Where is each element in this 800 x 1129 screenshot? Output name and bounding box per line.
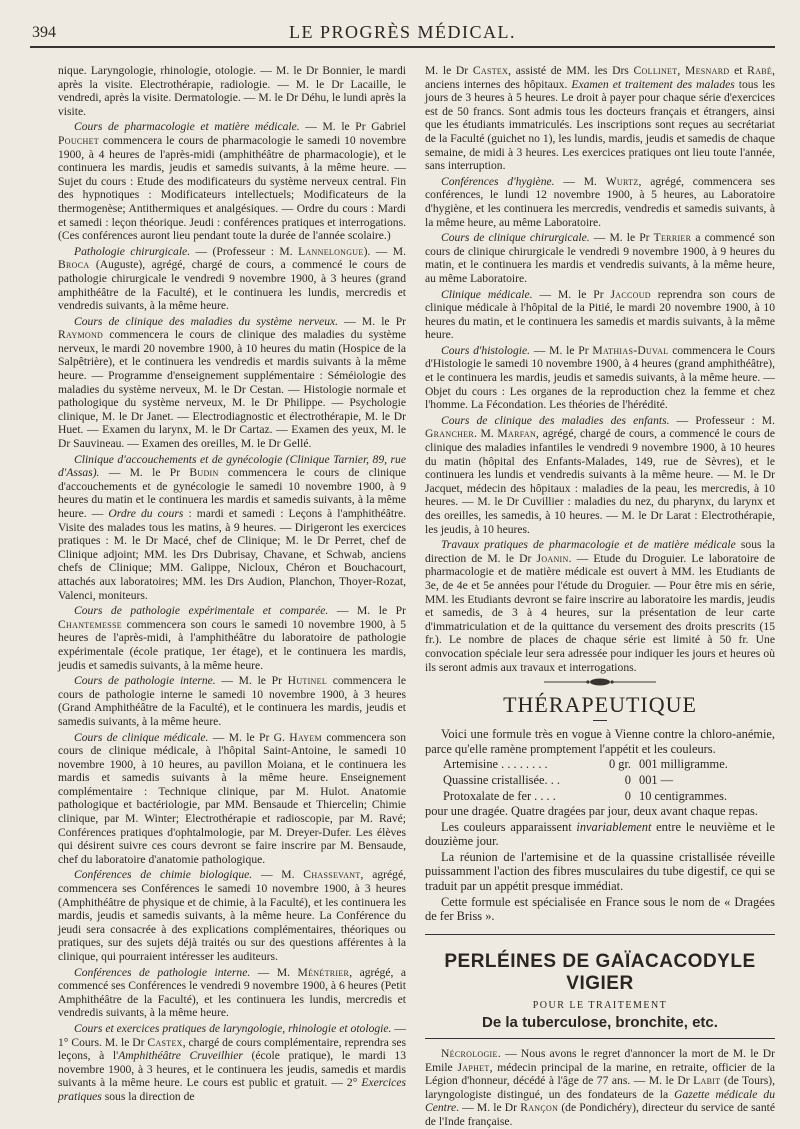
- divider: [593, 720, 607, 721]
- notice-pathologie-chirurgicale: Pathologie chirurgicale. — (Professeur : M. Lannelongue). — M. Broca (Auguste), agrégé, chargé de cours, a commencé le cours de pathologie chirurgicale le vendredi 9 novembre 1900, à 3 heures (grand amphithéâtre de la Faculté), et le continuera les lundis, mercredis et vendredis suivants, à la même heure.: [58, 244, 406, 313]
- section-title: Cours de pathologie expérimentale et comparée.: [74, 604, 329, 618]
- person-name: Marfan: [497, 427, 537, 441]
- person-name: Jaccoud: [610, 287, 651, 301]
- ornament-divider-icon: [425, 677, 775, 687]
- person-name: Terrier: [653, 231, 692, 245]
- notice-maladies-enfants: Cours de clinique des maladies des enfants. — Professeur : M. Grancher. M. Marfan, agrégé, chargé de cours, a commencé le cours de clinique des maladies infantiles le vendredi 9 novembre 1900, à 10 heures du matin (hôpital des Enfants-Malades, 149, rue de Sèvres), et le continuera les lundis et vendredis suivants à la même heure. — M. le Dr Jacquet, médecin des hôpitaux : maladies de la peau, les mercredis, à 10 heures. — M. le Dr Cuvillier : maladies du nez, du pharynx, du larynx et des oreilles, les samedis, à 10 heures. — M. le Dr Larat : Electrothérapie, les jeudis, à 10 heures.: [425, 413, 775, 536]
- divider: [425, 934, 775, 935]
- notice-clinique-medicale-pitie: Clinique médicale. — M. le Pr Jaccoud reprendra son cours de clinique médicale à l'hôpital de la Pitié, le mardi 20 novembre 1900, à 10 heures du matin, et le continuera les samedis et mardis suivants, à la même heure.: [425, 287, 776, 342]
- notice-histologie: Cours d'histologie. — M. le Pr Mathias-Duval commencera le Cours d'Histologie le samedi 10 novembre 1900, à 4 heures (grand amphithéâtre), et le continuera les mardis, jeudis et samedis suivants, à la même heure. — Objet du cours : Les organes de la reproduction chez la femme et chez l'homme. La Fécondation. Les théories de l'hérédité.: [425, 343, 776, 412]
- therapy-dosage: pour une dragée. Quatre dragées par jour, deux avant chaque repas.: [425, 804, 758, 819]
- notice-pathologie-experimentale: Cours de pathologie expérimentale et comparée. — M. le Pr Chantemesse commencera son cours le samedi 10 novembre 1900, à 5 heures de l'après-midi, à l'amphithéâtre du laboratoire de pathologie expérimentale (école pratique, 1er étage), et le continuera les mardis, jeudis et samedis suivants, à la même heure.: [58, 604, 406, 672]
- recipe-line: Protoxalate de fer . . . . 0 10 centigrammes.: [443, 788, 728, 803]
- ad-disease: De la tuberculose, bronchite, etc.: [482, 1014, 718, 1032]
- person-name: Collinet: [633, 64, 678, 77]
- notice-clinique-medicale: Cours de clinique médicale. — M. le Pr G. Hayem commencera son cours de clinique médicale, à l'hôpital Saint-Antoine, le samedi 10 novembre 1900, à 10 heures, au pavillon Moiana, et le continuera les mardis et samedis suivants à la même heure. Enseignement complémentaire : Technique clinique, par M. Hulot. Anatomie pathologique et bactériologie, par MM. Bensaude et Thiercelin; Chimie clinique, par M. Winter; Electrothérapie et radioscopie, par M. Ravé; Conférences pratiques d'ophtalmologie, par M. Dreyer-Dufer. Les élèves qui désirent suivre ces cours devront se faire inscrire par M. Bensaude, chef du laboratoire d'anatomie pathologique.: [58, 730, 407, 866]
- notice-chimie-biologique: Conférences de chimie biologique. — M. Chassevant, agrégé, commencera ses Conférences le samedi 10 novembre 1900, à 3 heures (Amphithéâtre de physique et de chimie, à la Faculté), et les continuera les mardis, jeudis et samedis suivants, à la même heure. La Conférence du jeudi sera consacrée à des explications complémentaires, théoriques ou pratiques, sur des sujets déjà traités ou sur des questions afférentes à la clinique, qui pourraient intéresser les auditeurs.: [58, 868, 407, 963]
- person-name: Raymond: [58, 328, 104, 342]
- person-name: Hutinel: [287, 674, 328, 688]
- person-name: Broca: [58, 258, 90, 272]
- section-title: Cours de pathologie interne.: [74, 674, 216, 688]
- page-header: [30, 20, 775, 48]
- right-column: [425, 64, 775, 1129]
- person-name: Rançon: [520, 1101, 559, 1115]
- person-name: Chantemesse: [58, 617, 122, 631]
- paragraph-otology: nique. Laryngologie, rhinologie, otologie. — M. le Dr Bonnier, le mardi après la visite. Electrothérapie, radiologie. — M. le Dr Lacaille, le vendredi, après la visite. Dermatologie. — M. le Dr Déhu, le lundi après la visite.: [58, 64, 406, 118]
- section-title: Cours de clinique médicale.: [74, 730, 209, 744]
- person-name: Rabé: [747, 64, 773, 77]
- section-title: Conférences d'hygiène.: [441, 174, 555, 188]
- notice-travaux-pratiques: Travaux pratiques de pharmacologie et de matière médicale sous la direction de M. le Dr Joanin. — Etude du Droguier. Le laboratoire de pharmacologie et de matière médicale est ouvert à MM. les Etudiants de 3e, de 4e et 5e années pour l'étude du Droguier. — Pour être mis en série, MM. les Etudiants devront se faire inscrire au laboratoire les mardis, jeudis et samedis, de 3 à 4 heures, sur la présentation de leur carte d'immatriculation et de la quittance du versement des droits prescrits (15 fr.). Le nombre de places de chaque série est limité à 50 fr. Une convocation spéciale leur sera adressée pour indiquer les jours et heures où ils seront admis aux travaux et interrogations.: [425, 538, 776, 674]
- page-number: 394: [32, 24, 56, 41]
- person-name: Castex: [147, 1035, 183, 1049]
- ad-subtitle: POUR LE TRAITEMENT: [532, 999, 668, 1011]
- section-title: Clinique d'accouchements et de gynécologie (Clinique Tarnier, 89, rue d'Assas).: [58, 452, 406, 480]
- section-title: Cours et exercices pratiques de laryngologie, rhinologie et otologie.: [74, 1021, 392, 1035]
- person-name: Lannelongue: [298, 244, 364, 258]
- section-title: Conférences de chimie biologique.: [74, 868, 253, 882]
- person-name: Ménétrier: [297, 965, 350, 979]
- person-name: Grancher: [425, 427, 474, 441]
- section-title: Cours d'histologie.: [441, 343, 531, 357]
- necrology-label: Nécrologie.: [441, 1047, 501, 1061]
- person-name: Mathias-Duval: [592, 343, 669, 357]
- notice-hygiene: Conférences d'hygiène. — M. Wurtz, agrégé, commencera ses conférences, le lundi 12 novembre 1900, à 5 heures, au Laboratoire d'hygiène, et les continuera les mercredis, vendredis et samedis suivants, à la même heure, au même Laboratoire.: [425, 174, 775, 229]
- recipe-line: Quassine cristallisée. . . 0 001 —: [443, 772, 674, 787]
- necrology-notice: Nécrologie. — Nous avons le regret d'annoncer la mort de M. le Dr Emile Japhet, médecin principal de la marine, en retraite, officier de la Légion d'honneur, décédé à l'âge de 77 ans. — M. le Dr Labit (de Tours), laryngologiste distingué, un des fondateurs de la Gazette médicale du Centre. — M. le Dr Rançon (de Pondichéry), directeur du service de santé de l'Inde française.: [425, 1047, 775, 1128]
- notice-laryngologie-continued: M. le Dr Castex, assisté de MM. les Drs Collinet, Mesnard et Rabé, anciens internes des hôpitaux. Examen et traitement des malades tous les jours de 3 heures à 5 heures. Le droit à payer pour chaque série d'exercices est de 50 francs. Sont admis tous les docteurs français et étrangers, ainsi que les étudiants immatriculés. Les inscriptions sont reçues au secrétariat de la Faculté (guichet no 1), les lundis, mardis, jeudis et samedis de chaque semaine, de midi à 3 heures. Les exercices pratiques ont lieu toute l'année, sans interruption.: [425, 64, 775, 173]
- section-title: Cours de clinique chirurgicale.: [441, 231, 590, 245]
- divider: [425, 1038, 775, 1039]
- section-title: Pathologie chirurgicale.: [74, 244, 191, 258]
- notice-conferences-pathologie: Conférences de pathologie interne. — M. Ménétrier, agrégé, a commencé ses Conférences le vendredi 9 novembre 1900, à 6 heures (Petit Amphithéâtre de la Faculté), et les continuera les lundis, mercredis et vendredis suivants, à la même heure.: [58, 965, 406, 1020]
- recipe-list: [425, 757, 775, 803]
- ad-title: PERLÉINES DE GAÏACACODYLE VIGIER: [444, 950, 756, 994]
- notice-clinique-chirurgicale: Cours de clinique chirurgicale. — M. le Pr Terrier a commencé son cours de clinique chirurgicale le vendredi 9 novembre 1900, à 9 heures du matin, et le continuera les mardis et vendredis suivants, à la même heure, au même Laboratoire.: [425, 231, 775, 285]
- section-title: Cours de clinique des maladies des enfants.: [441, 413, 670, 427]
- therapy-paragraph: Cette formule est spécialisée en France sous le nom de « Dragées de fer Briss ».: [425, 894, 775, 924]
- person-name: Wurtz: [605, 174, 639, 188]
- therapy-paragraph: Les couleurs apparaissent invariablement entre le neuvième et le douzième jour.: [425, 819, 775, 849]
- section-title: Conférences de pathologie interne.: [74, 965, 251, 979]
- notice-systeme-nerveux: Cours de clinique des maladies du système nerveux. — M. le Pr Raymond commencera le cours de clinique des maladies du système nerveux, le mardi 20 novembre 1900, à 10 heures du matin (Hospice de la Salpêtrière), et le continuera les vendredis et mardis suivants à la même heure. — Programme d'enseignement supplémentaire : Séméiologie des maladies du système nerveux, M. le Dr Cestan. — Histologie normale et pathologique du système nerveux, M. le Dr Philippe. — Psychologie clinique, M. le Dr Janet. — Electrodiagnostic et électrothérapie, M. le Dr Huet. — Examen du larynx, M. le Dr Cartaz. — Examen des yeux, M. le Dr Sauvineau. — Examen des oreilles, M. le Dr Gellé.: [58, 314, 407, 451]
- advertisement: [425, 951, 775, 1030]
- section-title: Clinique médicale.: [441, 287, 533, 301]
- therapy-paragraph: La réunion de l'artemisine et de la quassine cristallisée réveille puissamment l'action des fibres musculaires du tube digestif, ce qui se traduit par un appétit presque immédiat.: [425, 849, 775, 894]
- recipe-line: Artemisine . . . . . . . . 0 gr. 001 milligramme.: [443, 757, 728, 772]
- notice-laryngologie: Cours et exercices pratiques de laryngologie, rhinologie et otologie. — 1° Cours. M. le Dr Castex, chargé de cours complémentaire, reprendra ses leçons, à l'Amphithéâtre Cruveilhier (école pratique), le mardi 13 novembre 1900, à 3 heures, et le continuera les jeudis, samedis et mardis suivants à la même heure. Le cours est public et gratuit. — 2° Exercices pratiques sous la direction de: [58, 1021, 407, 1103]
- section-title: Travaux pratiques de pharmacologie et de matière médicale: [441, 538, 736, 552]
- person-name: Castex: [472, 64, 509, 77]
- person-name: Budin: [189, 466, 219, 480]
- therapy-heading: THÉRAPEUTIQUE: [503, 692, 697, 718]
- section-title: Cours de clinique des maladies du système nerveux.: [74, 314, 339, 328]
- left-column: [58, 64, 406, 1104]
- person-name: Labit: [693, 1074, 721, 1088]
- person-name: Japhet: [457, 1060, 490, 1074]
- person-name: Hayem: [289, 730, 322, 744]
- person-name: Joanin: [536, 551, 569, 565]
- running-title: LE PROGRÈS MÉDICAL.: [288, 22, 516, 42]
- notice-pathologie-interne: Cours de pathologie interne. — M. le Pr Hutinel commencera le cours de pathologie interne le samedi 10 novembre 1900, à 3 heures (Grand Amphithéâtre de la Faculté), et le continuera les mardis, jeudis et samedis suivants, à la même heure.: [58, 674, 406, 728]
- person-name: Mesnard: [685, 64, 730, 77]
- section-title: Cours de pharmacologie et matière médicale.: [74, 120, 300, 134]
- notice-pharmacologie: Cours de pharmacologie et matière médicale. — M. le Pr Gabriel Pouchet commencera le cours de pharmacologie le samedi 10 novembre 1900, à 4 heures de l'après-midi (amphithéâtre de pharmacologie), et le continuera les mardis, jeudis et samedis suivants, à la même heure. — Sujet du cours : Etude des modificateurs du système nerveux central. Fin des hypnotiques : Modificateurs intellectuels; Modificateurs de la thermogenèse; Antithermiques et analgésiques. — Ordre du cours : Mardi et samedi : leçon théorique. Jeudi : conférences pratiques et interrogations. (Ces conférences auront lieu pendant toute la durée de l'année scolaire.): [58, 120, 406, 243]
- person-name: Pouchet: [58, 133, 99, 147]
- person-name: Chassevant: [303, 868, 361, 882]
- notice-accouchements: Clinique d'accouchements et de gynécologie (Clinique Tarnier, 89, rue d'Assas). — M. le Pr Budin commencera le cours de clinique d'accouchements et de gynécologie le samedi 10 novembre 1900, à 9 heures du matin et le continuera les mardis et samedis suivants, à la même heure. — Ordre du cours : mardi et samedi : Leçons à l'amphithéâtre. Visite des malades tous les matins, à 9 heures. — Dirigeront les exercices pratiques : M. le Dr Macé, chef de Clinique; M. le Dr Perret, chef de Clinique adjoint; MM. les Drs Dubrisay, Chavane, et Schwab, anciens chefs de Clinique; MM. Galippe, Nicloux, Chéron et Bouchacourt, attachés aux laboratoires; MM. les Drs Audion, Planchon, Thoyer-Rozat, Valenci, moniteurs.: [58, 452, 407, 602]
- therapy-intro: Voici une formule très en vogue à Vienne contre la chloro-anémie, parce qu'elle ramène promptement l'appétit et les couleurs.: [425, 727, 775, 756]
